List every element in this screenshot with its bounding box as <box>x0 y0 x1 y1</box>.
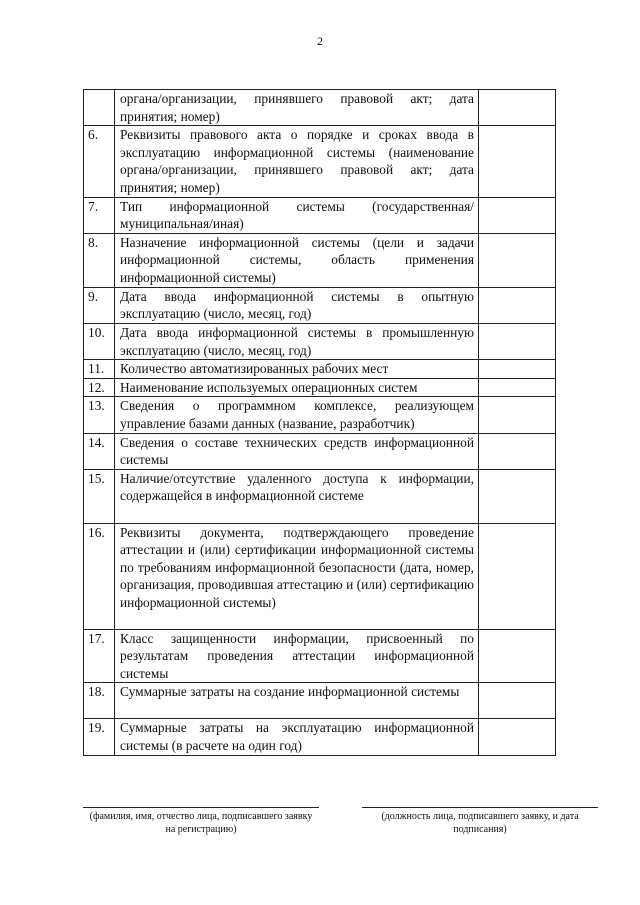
row-value-cell[interactable] <box>479 523 556 629</box>
table-row <box>84 323 556 359</box>
row-number: 19. <box>84 719 115 755</box>
row-value-cell[interactable] <box>479 233 556 287</box>
row-value-cell[interactable] <box>479 719 556 755</box>
signature-line-right <box>362 807 598 808</box>
row-value-cell[interactable] <box>479 683 556 719</box>
row-number: 12. <box>84 378 115 397</box>
table-row <box>84 469 556 523</box>
row-number: 17. <box>84 629 115 683</box>
row-value-cell[interactable] <box>479 323 556 359</box>
row-number: 15. <box>84 469 115 523</box>
row-description: Наличие/отсутствие удаленного доступа к информации, содержащейся в информационной системе <box>115 469 479 523</box>
row-number: 11. <box>84 360 115 379</box>
row-value-cell[interactable] <box>479 360 556 379</box>
table-row <box>84 719 556 755</box>
row-value-cell[interactable] <box>479 126 556 197</box>
row-description: Количество автоматизированных рабочих мест <box>115 360 479 379</box>
row-value-cell[interactable] <box>479 397 556 433</box>
signature-caption-left: (фамилия, имя, отчество лица, подписавшего заявку на регистрацию) <box>89 811 313 835</box>
row-description: Реквизиты документа, подтверждающего проведение аттестации и (или) сертификации информационной системы по требованиям информационной безопасности (дата, номер, организация, проводившая аттестацию и (или) сертификацию информационной системы) <box>115 523 479 629</box>
row-value-cell[interactable] <box>479 433 556 469</box>
table-row <box>84 433 556 469</box>
row-value-cell[interactable] <box>479 378 556 397</box>
page-number: 2 <box>317 34 323 48</box>
row-value-cell[interactable] <box>479 90 556 126</box>
row-description: Суммарные затраты на создание информационной системы <box>115 683 479 719</box>
row-number: 6. <box>84 126 115 197</box>
row-description: Суммарные затраты на эксплуатацию информационной системы (в расчете на один год) <box>115 719 479 755</box>
table-row <box>84 90 556 126</box>
row-number: 18. <box>84 683 115 719</box>
table-row <box>84 197 556 233</box>
signature-line-left <box>83 807 319 808</box>
row-number: 16. <box>84 523 115 629</box>
row-description: Класс защищенности информации, присвоенный по результатам проведения аттестации информационной системы <box>115 629 479 683</box>
row-number: 10. <box>84 323 115 359</box>
row-description: Тип информационной системы (государственная/ муниципальная/иная) <box>115 197 479 233</box>
signature-caption-right: (должность лица, подписавшего заявку, и дата подписания) <box>381 811 579 835</box>
row-description: Назначение информационной системы (цели и задачи информационной системы, область применения информационной системы) <box>115 233 479 287</box>
registration-form-table <box>83 89 556 756</box>
row-value-cell[interactable] <box>479 469 556 523</box>
table-row <box>84 397 556 433</box>
row-number <box>84 90 115 126</box>
row-description: Реквизиты правового акта о порядке и сроках ввода в эксплуатацию информационной системы (наименование органа/организации, принявшего правовой акт; дата принятия; номер) <box>115 126 479 197</box>
table-row <box>84 126 556 197</box>
table-row <box>84 629 556 683</box>
table-row <box>84 360 556 379</box>
row-description: Дата ввода информационной системы в опытную эксплуатацию (число, месяц, год) <box>115 287 479 323</box>
table-row <box>84 523 556 629</box>
row-value-cell[interactable] <box>479 629 556 683</box>
row-number: 8. <box>84 233 115 287</box>
row-number: 9. <box>84 287 115 323</box>
row-value-cell[interactable] <box>479 197 556 233</box>
row-description: органа/организации, принявшего правовой акт; дата принятия; номер) <box>115 90 479 126</box>
table-row <box>84 378 556 397</box>
row-description: Сведения о программном комплексе, реализующем управление базами данных (название, разработчик) <box>115 397 479 433</box>
table-row <box>84 233 556 287</box>
table-row <box>84 287 556 323</box>
row-description: Дата ввода информационной системы в промышленную эксплуатацию (число, месяц, год) <box>115 323 479 359</box>
table-row <box>84 683 556 719</box>
row-number: 14. <box>84 433 115 469</box>
row-description: Наименование используемых операционных систем <box>115 378 479 397</box>
row-number: 13. <box>84 397 115 433</box>
row-number: 7. <box>84 197 115 233</box>
row-value-cell[interactable] <box>479 287 556 323</box>
row-description: Сведения о составе технических средств информационной системы <box>115 433 479 469</box>
